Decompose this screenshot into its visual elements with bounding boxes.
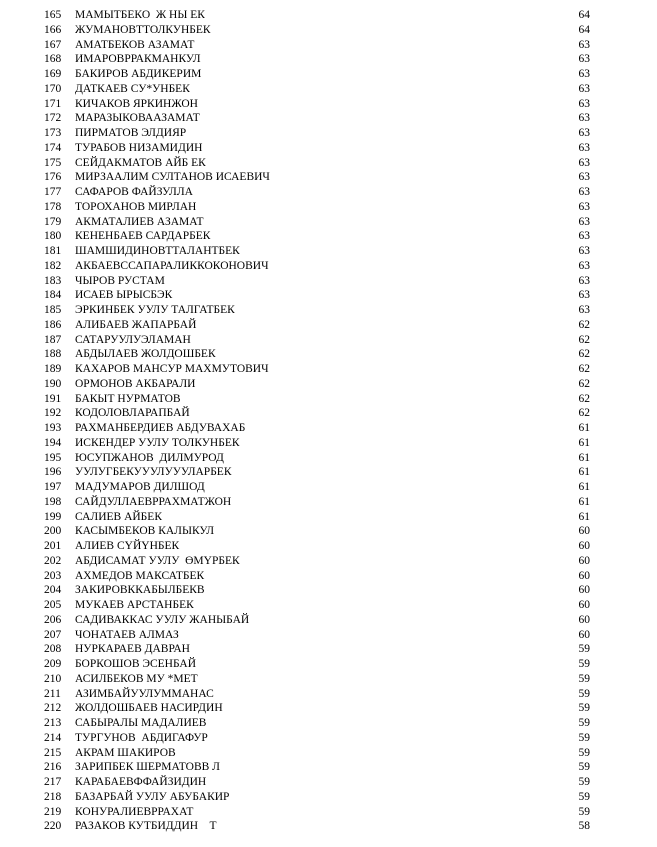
row-score: 63 [578, 82, 590, 95]
row-score: 63 [578, 141, 590, 154]
row-name: КАХАРОВ МАНСУР МАХМУТОВИЧ [75, 363, 269, 375]
row-score: 61 [578, 436, 590, 449]
list-row [0, 687, 657, 702]
row-score: 63 [578, 171, 590, 184]
row-name: ТУРГУНОВ АБДИГАФУР [75, 731, 208, 744]
list-row [0, 288, 657, 303]
row-score: 59 [578, 672, 590, 685]
row-number: 167 [44, 38, 62, 51]
row-score: 60 [578, 554, 590, 567]
row-number: 196 [44, 466, 62, 479]
row-name: КИЧАКОВ ЯРКИНЖОН [75, 97, 198, 110]
row-score: 59 [578, 717, 590, 729]
row-number: 219 [44, 805, 62, 818]
row-name: АКБАЕВССАПАРАЛИККОКОНОВИЧ [75, 259, 269, 272]
row-score: 59 [578, 643, 590, 656]
row-number: 203 [44, 569, 62, 582]
row-score: 63 [578, 289, 590, 302]
row-name: МУКАЕВ АРСТАНБЕК [75, 599, 194, 611]
list-row [0, 451, 657, 466]
row-number: 180 [44, 230, 62, 243]
row-number: 215 [44, 746, 62, 759]
row-name: АКРАМ ШАКИРОВ [75, 746, 176, 759]
row-score: 59 [578, 687, 590, 700]
list-row [0, 465, 657, 480]
row-number: 172 [44, 112, 62, 125]
list-row [0, 67, 657, 82]
row-score: 59 [578, 790, 590, 803]
row-number: 184 [44, 289, 62, 302]
row-score: 62 [578, 333, 590, 346]
list-row [0, 97, 657, 112]
row-number: 170 [44, 82, 62, 95]
list-row [0, 436, 657, 451]
row-score: 62 [578, 392, 590, 405]
row-score: 60 [578, 599, 590, 611]
row-name: ЭРКИНБЕК УУЛУ ТАЛГАТБЕК [75, 304, 235, 316]
list-row [0, 215, 657, 230]
row-number: 214 [44, 731, 62, 744]
row-name: БОРКОШОВ ЭСЕНБАЙ [75, 658, 197, 670]
list-row [0, 598, 657, 613]
row-number: 182 [44, 259, 62, 272]
list-row [0, 406, 657, 421]
list-row [0, 524, 657, 539]
row-name: КОДОЛОВЛАРАПБАЙ [75, 407, 190, 420]
row-name: КОНУРАЛИЕВРРАХАТ [75, 805, 194, 818]
row-score: 63 [578, 186, 590, 198]
row-score: 62 [578, 407, 590, 420]
list-row [0, 583, 657, 598]
row-number: 174 [44, 141, 62, 154]
row-number: 192 [44, 407, 62, 420]
row-number: 188 [44, 348, 62, 361]
row-name: ЮСУПЖАНОВ ДИЛМУРОД [75, 451, 224, 464]
row-name: КАСЫМБЕКОВ КАЛЫКУЛ [75, 525, 215, 538]
row-name: АХМЕДОВ МАКСАТБЕК [75, 569, 205, 582]
row-name: ТОРОХАНОВ МИРЛАН [75, 200, 197, 213]
row-name: КЕНЕНБАЕВ САРДАРБЕК [75, 230, 211, 243]
row-name: ДАТКАЕВ СУ*УНБЕК [75, 82, 190, 95]
row-name: ИСКЕНДЕР УУЛУ ТОЛКУНБЕК [75, 436, 240, 449]
list-row [0, 746, 657, 761]
row-number: 179 [44, 215, 62, 228]
list-row [0, 23, 657, 38]
row-score: 63 [578, 245, 590, 257]
row-number: 210 [44, 672, 62, 685]
row-number: 168 [44, 53, 62, 66]
row-score: 63 [578, 127, 590, 139]
row-number: 209 [44, 658, 62, 670]
row-number: 216 [44, 761, 62, 774]
row-score: 61 [578, 510, 590, 523]
row-score: 61 [578, 495, 590, 508]
list-row [0, 229, 657, 244]
row-number: 183 [44, 274, 62, 287]
row-score: 63 [578, 304, 590, 316]
row-number: 178 [44, 200, 62, 213]
row-name: ИСАЕВ ЫРЫСБЭК [75, 289, 173, 302]
row-score: 63 [578, 112, 590, 125]
row-score: 59 [578, 731, 590, 744]
list-row [0, 185, 657, 200]
row-name: АБДЫЛАЕВ ЖОЛДОШБЕК [75, 348, 216, 361]
row-score: 59 [578, 776, 590, 788]
row-name: БАКЫТ НУРМАТОВ [75, 392, 181, 405]
row-number: 201 [44, 540, 62, 552]
row-name: ШАМШИДИНОВТТАЛАНТБЕК [75, 245, 240, 257]
row-name: АКМАТАЛИЕВ АЗАМАТ [75, 215, 204, 228]
row-score: 63 [578, 274, 590, 287]
row-name: ЖОЛДОШБАЕВ НАСИРДИН [75, 702, 223, 715]
row-number: 181 [44, 245, 62, 257]
list-row [0, 111, 657, 126]
row-name: БАКИРОВ АБДИКЕРИМ [75, 68, 202, 80]
row-number: 190 [44, 377, 62, 390]
row-number: 205 [44, 599, 62, 611]
row-score: 58 [578, 820, 590, 833]
row-score: 64 [578, 23, 590, 36]
row-score: 63 [578, 97, 590, 110]
list-row [0, 790, 657, 805]
row-name: САФАРОВ ФАЙЗУЛЛА [75, 186, 193, 198]
row-number: 199 [44, 510, 62, 523]
list-row [0, 318, 657, 333]
list-row [0, 642, 657, 657]
row-score: 62 [578, 363, 590, 375]
row-name: БАЗАРБАЙ УУЛУ АБУБАКИР [75, 790, 230, 803]
row-name: РАЗАКОВ КУТБИДДИН Т [75, 820, 217, 833]
list-row [0, 510, 657, 525]
ranking-list [0, 8, 657, 834]
list-row [0, 126, 657, 141]
row-name: ЧЫРОВ РУСТАМ [75, 274, 165, 287]
row-name: КАРАБАЕВФФАЙЗИДИН [75, 776, 207, 788]
row-name: АСИЛБЕКОВ МУ *МЕТ [75, 672, 198, 685]
row-score: 59 [578, 746, 590, 759]
list-row [0, 259, 657, 274]
row-name: АЛИЕВ СҮЙҮНБЕК [75, 540, 180, 552]
row-name: ПИРМАТОВ ЭЛДИЯР [75, 127, 187, 139]
row-number: 204 [44, 584, 62, 597]
list-row [0, 805, 657, 820]
list-row [0, 628, 657, 643]
list-row [0, 377, 657, 392]
row-number: 176 [44, 171, 62, 184]
row-number: 195 [44, 451, 62, 464]
row-name: МИРЗААЛИМ СУЛТАНОВ ИСАЕВИЧ [75, 171, 270, 184]
row-name: АЗИМБАЙУУЛУММАНАС [75, 687, 214, 700]
row-score: 60 [578, 525, 590, 538]
list-row [0, 38, 657, 53]
list-row [0, 156, 657, 171]
list-row [0, 480, 657, 495]
row-score: 63 [578, 215, 590, 228]
row-number: 220 [44, 820, 62, 833]
list-row [0, 495, 657, 510]
list-row [0, 421, 657, 436]
list-row [0, 392, 657, 407]
list-row [0, 731, 657, 746]
row-name: ТУРАБОВ НИЗАМИДИН [75, 141, 203, 154]
row-score: 60 [578, 540, 590, 552]
list-row [0, 554, 657, 569]
list-row [0, 52, 657, 67]
row-score: 63 [578, 53, 590, 66]
row-number: 165 [44, 9, 62, 21]
row-score: 62 [578, 377, 590, 390]
row-number: 218 [44, 790, 62, 803]
row-score: 60 [578, 569, 590, 582]
row-score: 64 [578, 9, 590, 21]
list-row [0, 539, 657, 554]
row-score: 63 [578, 68, 590, 80]
row-score: 63 [578, 200, 590, 213]
row-name: ОРМОНОВ АКБАРАЛИ [75, 377, 196, 390]
row-number: 212 [44, 702, 62, 715]
row-name: ИМАРОВРРАКМАНКУЛ [75, 53, 201, 66]
list-row [0, 141, 657, 156]
row-number: 198 [44, 495, 62, 508]
list-row [0, 672, 657, 687]
row-number: 187 [44, 333, 62, 346]
row-score: 60 [578, 584, 590, 597]
row-name: САДИВАККАС УУЛУ ЖАНЫБАЙ [75, 613, 250, 626]
list-row [0, 274, 657, 289]
row-name: САЙДУЛЛАЕВРРАХМАТЖОН [75, 495, 232, 508]
row-number: 191 [44, 392, 62, 405]
list-row [0, 613, 657, 628]
row-number: 202 [44, 554, 62, 567]
list-row [0, 200, 657, 215]
row-number: 200 [44, 525, 62, 538]
row-score: 61 [578, 451, 590, 464]
row-number: 211 [44, 687, 61, 700]
row-name: МАДУМАРОВ ДИЛШОД [75, 481, 205, 493]
list-row [0, 775, 657, 790]
row-number: 207 [44, 628, 62, 641]
row-number: 197 [44, 481, 62, 493]
row-name: РАХМАНБЕРДИЕВ АБДУВАХАБ [75, 422, 246, 434]
row-score: 61 [578, 481, 590, 493]
list-row [0, 303, 657, 318]
row-number: 169 [44, 68, 62, 80]
row-number: 171 [44, 97, 62, 110]
list-row [0, 244, 657, 259]
row-score: 59 [578, 805, 590, 818]
row-number: 185 [44, 304, 62, 316]
row-score: 61 [578, 466, 590, 479]
row-name: НУРКАРАЕВ ДАВРАН [75, 643, 190, 656]
row-number: 166 [44, 23, 62, 36]
list-row [0, 347, 657, 362]
row-name: АМАТБЕКОВ АЗАМАТ [75, 38, 195, 51]
row-number: 206 [44, 613, 62, 626]
row-number: 186 [44, 318, 62, 331]
list-row [0, 657, 657, 672]
row-name: АЛИБАЕВ ЖАПАРБАЙ [75, 318, 197, 331]
row-score: 63 [578, 38, 590, 51]
row-number: 194 [44, 436, 62, 449]
row-score: 59 [578, 658, 590, 670]
list-row [0, 8, 657, 23]
row-name: АБДИСАМАТ УУЛУ ӨМҮРБЕК [75, 554, 240, 567]
row-name: САБЫРАЛЫ МАДАЛИЕВ [75, 717, 207, 729]
row-name: МАМЫТБЕКО Ж НЫ ЕК [75, 9, 205, 21]
list-row [0, 569, 657, 584]
row-number: 175 [44, 156, 62, 169]
row-name: СЕЙДАКМАТОВ АЙБ ЕК [75, 156, 206, 169]
row-score: 62 [578, 348, 590, 361]
list-row [0, 82, 657, 97]
row-number: 217 [44, 776, 62, 788]
row-number: 193 [44, 422, 62, 434]
list-row [0, 716, 657, 731]
list-row [0, 701, 657, 716]
list-row [0, 760, 657, 775]
row-number: 177 [44, 186, 62, 198]
row-name: МАРАЗЫКОВААЗАМАТ [75, 112, 200, 125]
row-score: 63 [578, 259, 590, 272]
list-row [0, 333, 657, 348]
row-name: УУЛУГБЕКУУУЛУУУЛАРБЕК [75, 466, 232, 479]
row-name: ЖУМАНОВТТОЛКУНБЕК [75, 23, 211, 36]
list-row [0, 170, 657, 185]
row-number: 173 [44, 127, 62, 139]
row-name: САТАРУУЛУЭЛАМАН [75, 333, 191, 346]
row-number: 208 [44, 643, 62, 656]
list-row [0, 819, 657, 834]
row-name: ЗАКИРОВККАБЫЛБЕКВ [75, 584, 205, 597]
row-name: ЗАРИПБЕК ШЕРМАТОВВ Л [75, 761, 220, 774]
row-number: 189 [44, 363, 62, 375]
row-name: САЛИЕВ АЙБЕК [75, 510, 162, 523]
row-score: 59 [578, 702, 590, 715]
row-number: 213 [44, 717, 62, 729]
row-score: 62 [578, 318, 590, 331]
row-name: ЧОНАТАЕВ АЛМАЗ [75, 628, 179, 641]
row-score: 63 [578, 230, 590, 243]
row-score: 60 [578, 613, 590, 626]
list-row [0, 362, 657, 377]
row-score: 63 [578, 156, 590, 169]
row-score: 61 [578, 422, 590, 434]
row-score: 59 [578, 761, 590, 774]
row-score: 60 [578, 628, 590, 641]
